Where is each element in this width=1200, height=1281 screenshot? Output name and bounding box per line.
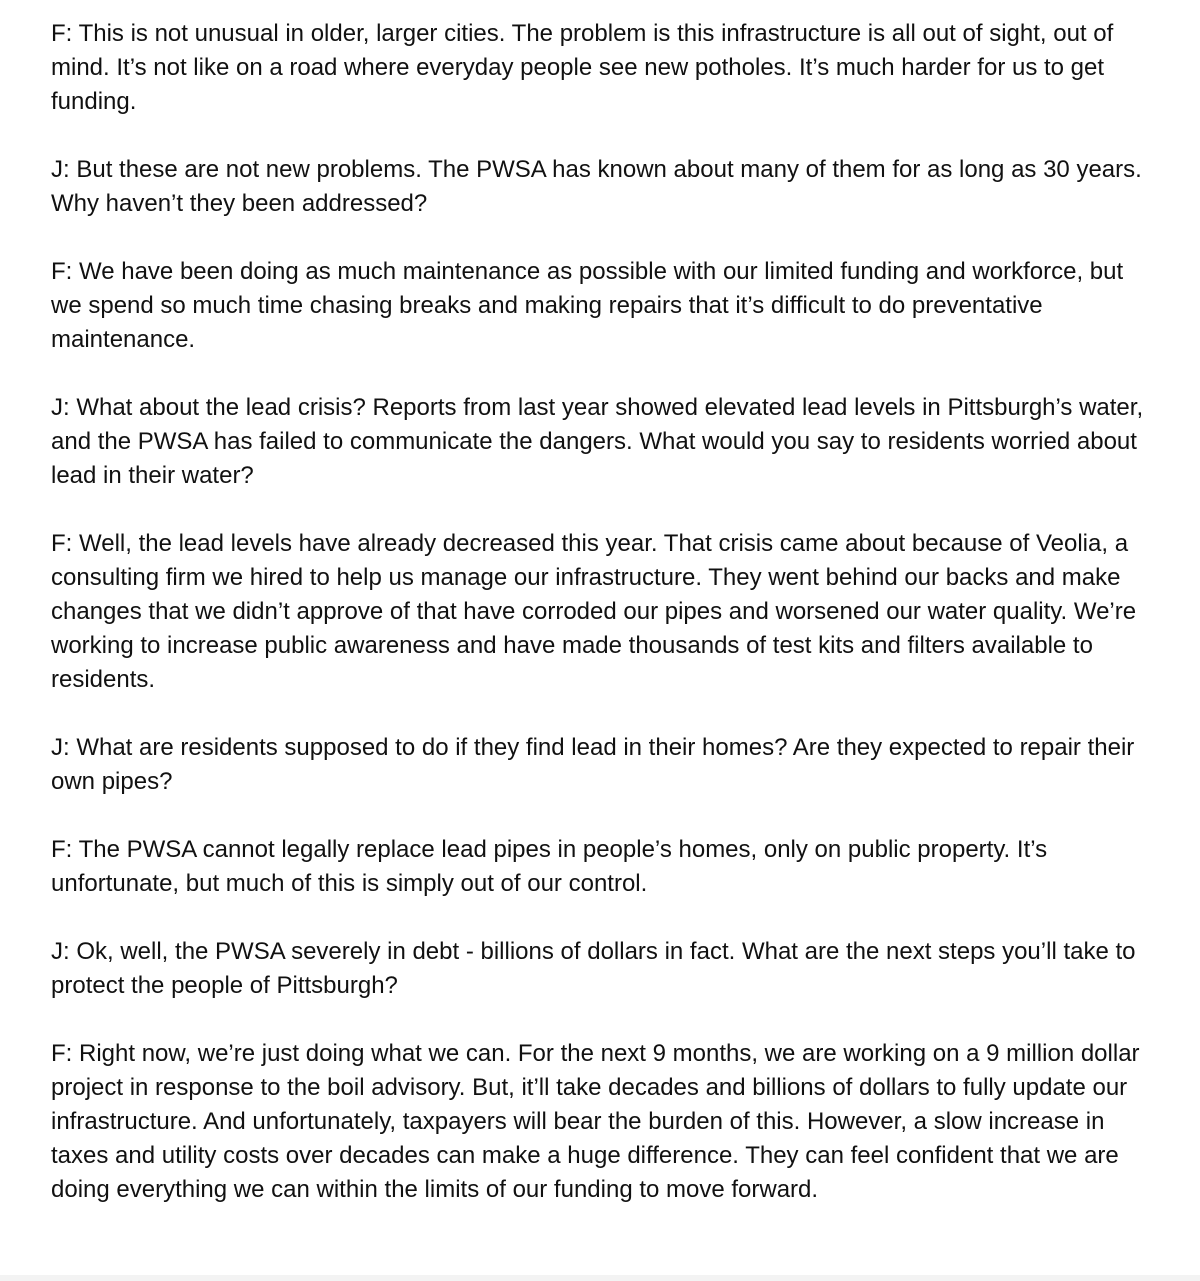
paragraph-9: F: Right now, we’re just doing what we can. For the next 9 months, we are working on a 9 million dollar project in response to the boil advisory. But, it’ll take decades and billions of dollars to fully update our infrastructure. And unfortunately, taxpayers will bear the burden of this. However, a slow increase in taxes and utility costs over decades can make a huge difference. They can feel confident that we are doing everything we can within the limits of our funding to move forward. — [51, 1040, 1140, 1203]
bottom-divider — [0, 1275, 1200, 1281]
paragraph-3: F: We have been doing as much maintenance as possible with our limited funding and workforce, but we spend so much time chasing breaks and making repairs that it’s difficult to do preventative maintenance. — [51, 258, 1124, 353]
paragraph-8: J: Ok, well, the PWSA severely in debt - billions of dollars in fact. What are the next steps you’ll take to protect the people of Pittsburgh? — [51, 938, 1136, 999]
paragraph-6: J: What are residents supposed to do if they find lead in their homes? Are they expected to repair their own pipes? — [51, 734, 1135, 795]
paragraph-4: J: What about the lead crisis? Reports from last year showed elevated lead levels in Pittsburgh’s water, and the PWSA has failed to communicate the dangers. What would you say to residents worried about lead in their water? — [51, 394, 1144, 489]
paragraph-5: F: Well, the lead levels have already decreased this year. That crisis came about because of Veolia, a consulting firm we hired to help us manage our infrastructure. They went behind our backs and make changes that we didn’t approve of that have corroded our pipes and worsened our water quality. We’re working to increase public awareness and have made thousands of test kits and filters available to residents. — [51, 530, 1137, 693]
paragraph-2: J: But these are not new problems. The PWSA has known about many of them for as long as 30 years. Why haven’t they been addressed? — [51, 156, 1142, 217]
paragraph-1: F: This is not unusual in older, larger cities. The problem is this infrastructure is all out of sight, out of mind. It’s not like on a road where everyday people see new potholes. It’s much harder for us to get funding. — [51, 20, 1114, 115]
paragraph-7: F: The PWSA cannot legally replace lead pipes in people’s homes, only on public property. It’s unfortunate, but much of this is simply out of our control. — [51, 836, 1048, 897]
interview-transcript — [51, 17, 1151, 1241]
